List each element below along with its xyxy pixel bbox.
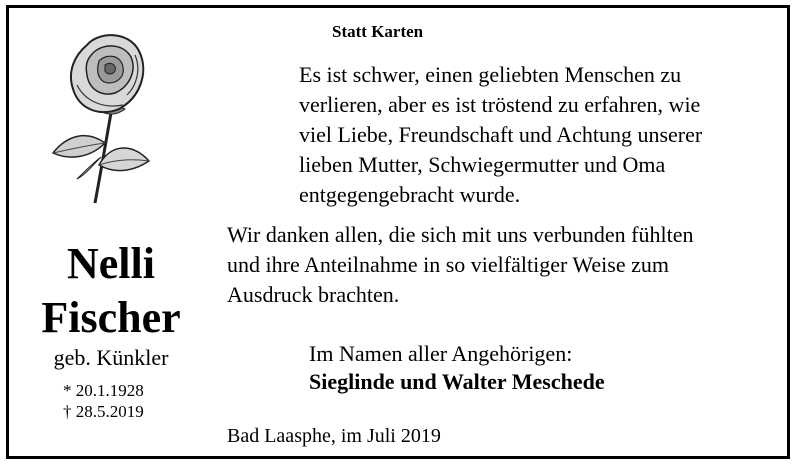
intro-line: entgegengebracht wurde. — [299, 182, 521, 207]
intro-paragraph — [299, 60, 702, 210]
deceased-first-name: Nelli — [67, 239, 155, 288]
header-label: Statt Karten — [332, 22, 424, 41]
family-intro: Im Namen aller Angehörigen: — [309, 341, 573, 366]
intro-line: Es ist schwer, einen geliebten Menschen zu — [299, 62, 682, 87]
intro-line: verlieren, aber es ist tröstend zu erfahren, wie — [299, 92, 701, 117]
intro-line: lieben Mutter, Schwiegermutter und Oma — [299, 152, 666, 177]
thanks-paragraph — [227, 220, 694, 310]
thanks-line: Wir danken allen, die sich mit uns verbunden fühlten — [227, 222, 694, 247]
place-date: Bad Laasphe, im Juli 2019 — [227, 425, 441, 447]
death-date: † 28.5.2019 — [63, 402, 144, 421]
rose-illustration — [37, 25, 157, 205]
deceased-last-name: Fischer — [41, 293, 181, 342]
birth-date: * 20.1.1928 — [63, 381, 144, 400]
intro-line: viel Liebe, Freundschaft und Achtung unserer — [299, 122, 703, 147]
thanks-line: und ihre Anteilnahme in so vielfältiger Weise zum — [227, 252, 669, 277]
family-names: Sieglinde und Walter Meschede — [309, 369, 605, 394]
thanks-line: Ausdruck brachten. — [227, 282, 400, 307]
obituary-notice — [6, 5, 790, 459]
deceased-birth-name: geb. Künkler — [53, 345, 169, 370]
life-dates — [63, 380, 144, 422]
